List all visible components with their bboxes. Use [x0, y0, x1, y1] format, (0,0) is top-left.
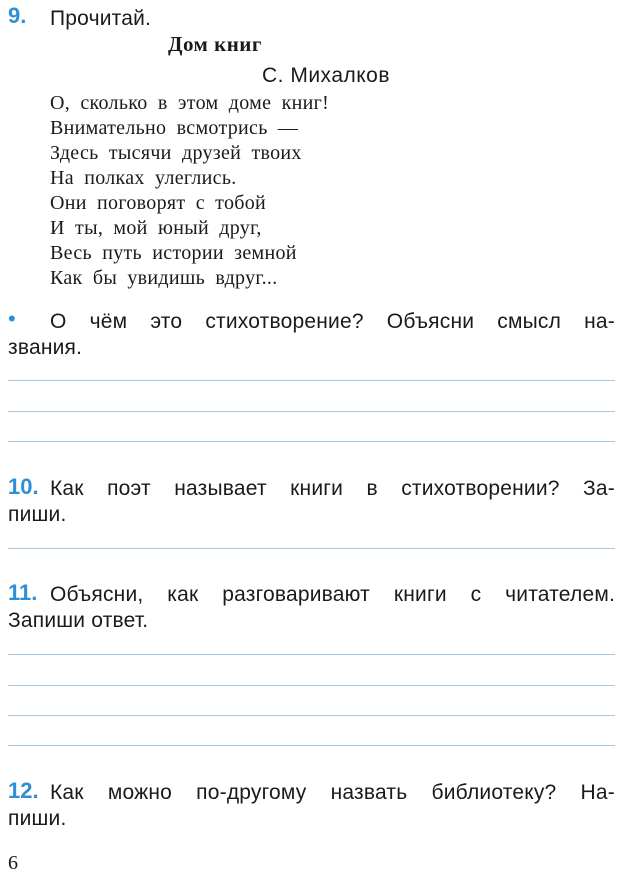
poem-line: И ты, мой юный друг,: [50, 217, 262, 239]
task-9-question-line-2: звания.: [8, 336, 83, 359]
answer-line[interactable]: [8, 745, 615, 746]
task-10-number: 10.: [8, 474, 39, 499]
task-11-number: 11.: [8, 580, 38, 605]
answer-line[interactable]: [8, 654, 615, 655]
poem-author: С. Михалков: [262, 64, 391, 87]
task-9-number: 9.: [8, 3, 27, 28]
task-10-line-2: пиши.: [8, 503, 67, 526]
answer-line[interactable]: [8, 441, 615, 442]
page-number: 6: [8, 852, 18, 874]
poem-line: Здесь тысячи друзей твоих: [50, 142, 302, 164]
answer-line[interactable]: [8, 715, 615, 716]
poem-body: [50, 91, 329, 291]
task-9-instruction: Прочитай.: [50, 7, 152, 30]
task-12-line-2: пиши.: [8, 807, 67, 830]
task-10-line-1: Как поэт называет книги в стихотворении? За-: [50, 477, 615, 500]
poem-line: Весь путь истории земной: [50, 242, 297, 264]
question-bullet: •: [8, 306, 16, 331]
poem-line: Они поговорят с тобой: [50, 192, 267, 214]
task-12-number: 12.: [8, 778, 39, 803]
poem-line: Внимательно всмотрись —: [50, 117, 299, 139]
task-11-line-1: Объясни, как разговаривают книги с читателем.: [50, 583, 615, 606]
answer-line[interactable]: [8, 380, 615, 381]
answer-line[interactable]: [8, 411, 615, 412]
task-11-line-2: Запиши ответ.: [8, 609, 149, 632]
task-12-line-1: Как можно по-другому назвать библиотеку? На-: [50, 781, 615, 804]
poem-title: Дом книг: [168, 32, 262, 56]
poem-line: На полках улеглись.: [50, 167, 237, 189]
poem-line: О, сколько в этом доме книг!: [50, 92, 330, 114]
task-9-question-line-1: О чём это стихотворение? Объясни смысл на-: [50, 310, 615, 333]
answer-line[interactable]: [8, 685, 615, 686]
answer-line[interactable]: [8, 548, 615, 549]
poem-line: Как бы увидишь вдруг...: [50, 267, 278, 289]
